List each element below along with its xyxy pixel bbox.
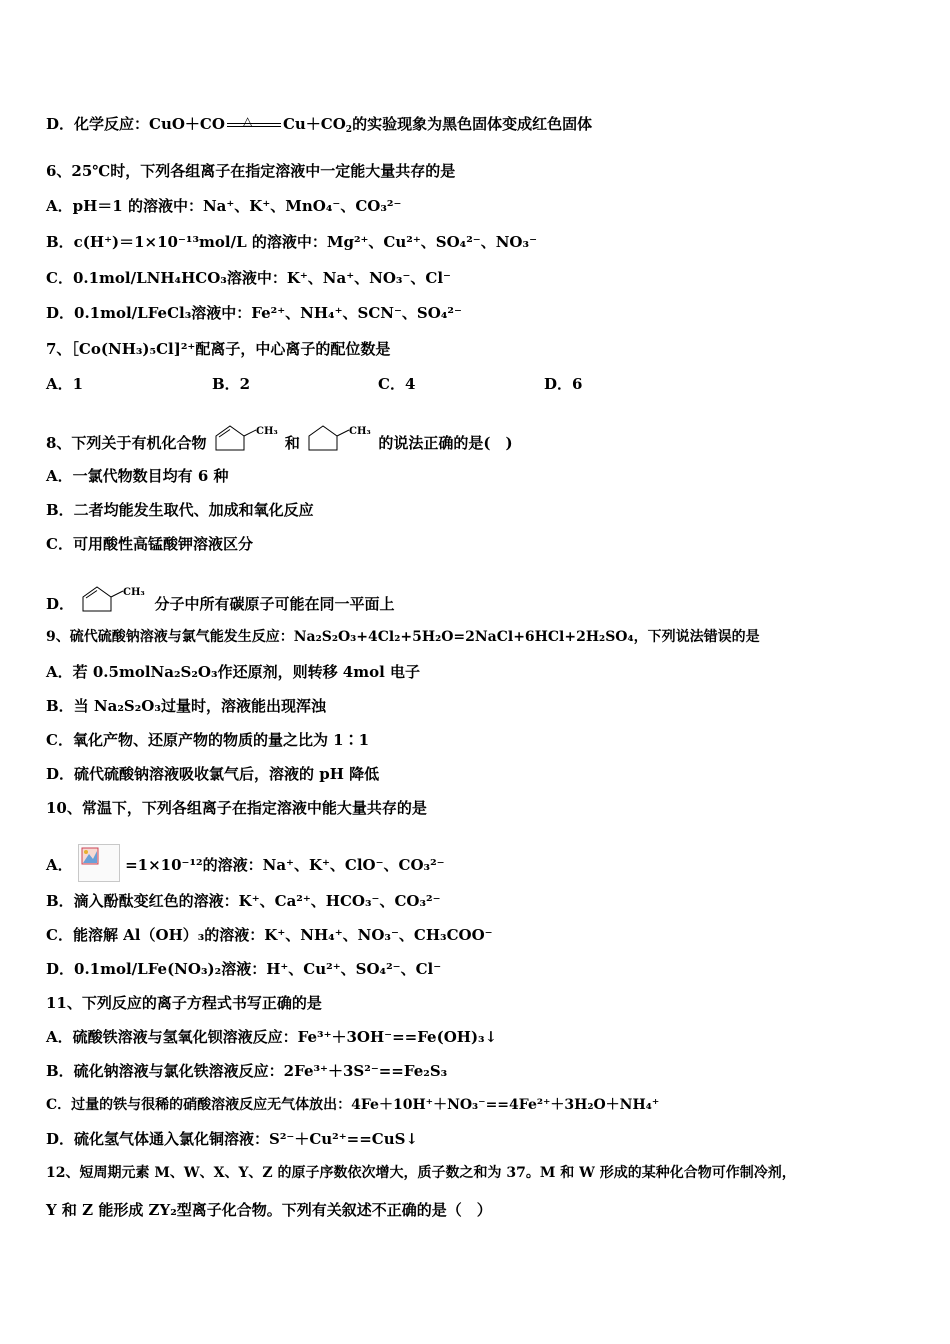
q8-stem-post: 的说法正确的是( ) bbox=[378, 434, 513, 452]
q10-option-a bbox=[46, 844, 910, 882]
methylcyclopentane-structure-icon bbox=[305, 420, 373, 454]
broken-image-icon bbox=[78, 844, 120, 882]
q8-ch3-label-1: CH₃ bbox=[255, 426, 278, 437]
q6-option-b: B．c(H⁺)＝1×10⁻¹³mol/L 的溶液中：Mg²⁺、Cu²⁺、SO₄²⁻、NO₃⁻ bbox=[46, 233, 537, 251]
methylcyclopentene-structure-icon bbox=[212, 420, 280, 454]
q8-ch3-label-2: CH₃ bbox=[349, 426, 371, 437]
q6-option-a: A．pH＝1 的溶液中：Na⁺、K⁺、MnO₄⁻、CO₃²⁻ bbox=[46, 197, 402, 215]
q11-option-c: C．过量的铁与很稀的硝酸溶液反应无气体放出：4Fe＋10H⁺＋NO₃⁻==4Fe²⁺＋3H₂O＋NH₄⁺ bbox=[46, 1097, 660, 1113]
q7-option-b: B．2 bbox=[212, 375, 251, 393]
q5-d-post: Cu＋CO bbox=[282, 115, 346, 133]
q10-option-d: D．0.1mol/LFe(NO₃)₂溶液：H⁺、Cu²⁺、SO₄²⁻、Cl⁻ bbox=[46, 960, 442, 978]
q7-option-c: C．4 bbox=[378, 375, 416, 393]
q12-stem-line1: 12、短周期元素 M、W、X、Y、Z 的原子序数依次增大，质子数之和为 37。M 和 W 形成的某种化合物可作制冷剂， bbox=[46, 1165, 796, 1181]
q7-options bbox=[46, 374, 910, 394]
q5-d-tail: 的实验现象为黑色固体变成红色固体 bbox=[352, 115, 593, 133]
q9-stem: 9、硫代硫酸钠溶液与氯气能发生反应：Na₂S₂O₃+4Cl₂+5H₂O=2NaCl+6HCl+2H₂SO₄，下列说法错误的是 bbox=[46, 629, 760, 645]
methylcyclopentene-structure-icon bbox=[79, 581, 149, 615]
q10-option-c: C．能溶解 Al（OH）₃的溶液：K⁺、NH₄⁺、NO₃⁻、CH₃COO⁻ bbox=[46, 926, 493, 944]
q8-option-d bbox=[46, 581, 910, 615]
q11-option-a: A．硫酸铁溶液与氢氧化钡溶液反应：Fe³⁺＋3OH⁻==Fe(OH)₃↓ bbox=[46, 1028, 498, 1046]
q8-option-b: B．二者均能发生取代、加成和氧化反应 bbox=[46, 501, 314, 519]
q8-stem bbox=[46, 420, 910, 454]
q9-option-d: D．硫代硫酸钠溶液吸收氯气后，溶液的 pH 降低 bbox=[46, 765, 380, 783]
q11-option-b: B．硫化钠溶液与氯化铁溶液反应：2Fe³⁺＋3S²⁻==Fe₂S₃ bbox=[46, 1062, 448, 1080]
q8-ch3-label-3: CH₃ bbox=[123, 587, 146, 598]
q11-option-d: D．硫化氢气体通入氯化铜溶液：S²⁻＋Cu²⁺==CuS↓ bbox=[46, 1130, 419, 1148]
q10-stem: 10、常温下，下列各组离子在指定溶液中能大量共存的是 bbox=[46, 799, 427, 817]
q8-option-a: A．一氯代物数目均有 6 种 bbox=[46, 467, 229, 485]
q12-stem-line2: Y 和 Z 能形成 ZY₂型离子化合物。下列有关叙述不正确的是（ ） bbox=[46, 1201, 492, 1219]
q10-option-b: B．滴入酚酞变红色的溶液：K⁺、Ca²⁺、HCO₃⁻、CO₃²⁻ bbox=[46, 892, 441, 910]
q5-d-pre: D．化学反应：CuO＋CO bbox=[46, 115, 225, 133]
q8-option-c: C．可用酸性高锰酸钾溶液区分 bbox=[46, 535, 253, 553]
q8-d-pre: D． bbox=[46, 595, 75, 613]
q10-a-post: =1×10⁻¹²的溶液：Na⁺、K⁺、ClO⁻、CO₃²⁻ bbox=[125, 856, 445, 874]
q9-option-a: A．若 0.5molNa₂S₂O₃作还原剂，则转移 4mol 电子 bbox=[46, 663, 421, 681]
q6-option-c: C．0.1mol/LNH₄HCO₃溶液中：K⁺、Na⁺、NO₃⁻、Cl⁻ bbox=[46, 269, 451, 287]
q10-a-pre: A． bbox=[46, 856, 73, 874]
q9-option-b: B．当 Na₂S₂O₃过量时，溶液能出现浑浊 bbox=[46, 697, 326, 715]
q7-option-d: D．6 bbox=[544, 375, 583, 393]
q7-option-a: A．1 bbox=[46, 375, 84, 393]
heat-symbol: △ bbox=[242, 114, 253, 128]
q6-option-d: D．0.1mol/LFeCl₃溶液中：Fe²⁺、NH₄⁺、SCN⁻、SO₄²⁻ bbox=[46, 304, 462, 322]
q5-d-sub: 2 bbox=[345, 125, 353, 135]
q6-stem: 6、25℃时，下列各组离子在指定溶液中一定能大量共存的是 bbox=[46, 162, 456, 180]
q9-option-c: C．氧化产物、还原产物的物质的量之比为 1∶1 bbox=[46, 731, 370, 749]
q11-stem: 11、下列反应的离子方程式书写正确的是 bbox=[46, 994, 322, 1012]
q8-stem-pre: 8、下列关于有机化合物 bbox=[46, 434, 207, 452]
q7-stem: 7、［Co(NH₃)₅Cl]²⁺配离子，中心离子的配位数是 bbox=[46, 340, 391, 358]
q8-stem-mid: 和 bbox=[284, 434, 300, 452]
equals-bar bbox=[227, 123, 281, 127]
q5-option-d bbox=[46, 114, 910, 140]
q8-d-post: 分子中所有碳原子可能在同一平面上 bbox=[154, 595, 395, 613]
